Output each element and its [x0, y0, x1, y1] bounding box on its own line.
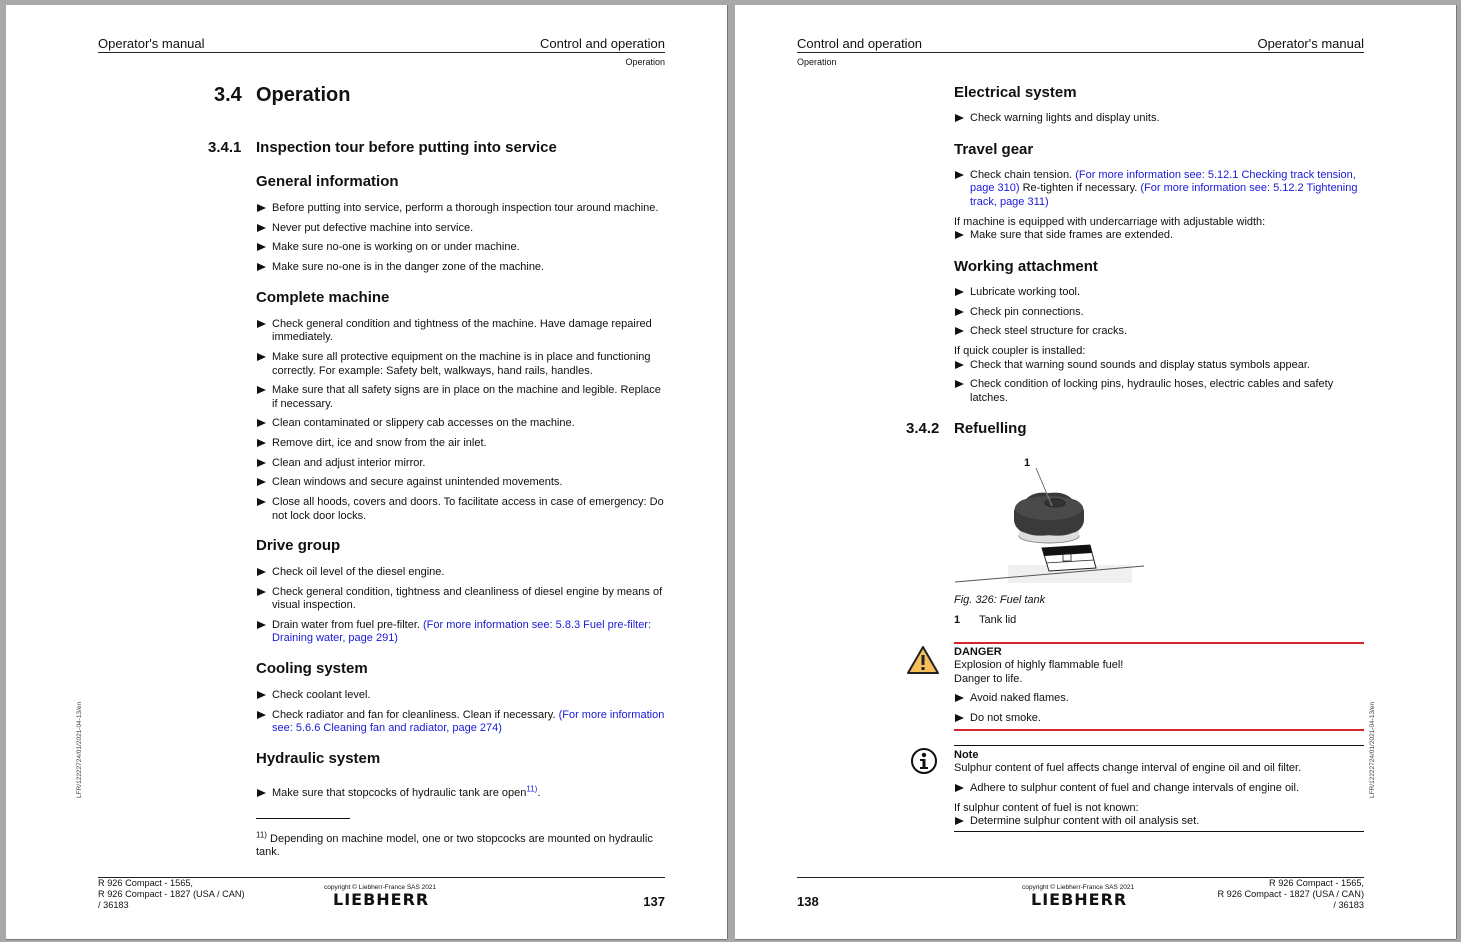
running-header-right: Operator's manual: [1257, 36, 1364, 51]
list-item: Never put defective machine into service.: [256, 222, 676, 235]
list-item: Make sure all protective equipment on the machine is in place and functioning correctly. For example: Safety belt, walkways, hand rails, handles.: [256, 351, 666, 378]
list-item: Make sure that all safety signs are in place on the machine and legible. Replace if necessary.: [256, 384, 666, 411]
heading-working-attachment: Working attachment: [954, 258, 1098, 275]
legend-number: 1: [954, 614, 961, 626]
list-item: Adhere to sulphur content of fuel and change intervals of engine oil.: [954, 782, 1366, 795]
heading-complete-machine: Complete machine: [256, 289, 390, 306]
copyright: copyright © Liebherr-France SAS 2021: [1022, 884, 1135, 891]
section-title: Operation: [256, 84, 351, 106]
list-item: Check oil level of the diesel engine.: [256, 566, 666, 579]
list-item: Check pin connections.: [954, 306, 1364, 319]
section-number: 3.4: [214, 84, 242, 106]
note-notice: Note Sulphur content of fuel affects change interval of engine oil and oil filter. Adhere to sulphur content of fuel and change intervals of engine oil. If sulphur content of fuel is not known: Determine sulphur content with oil analysis set.: [954, 749, 1366, 835]
list-item: Make sure no-one is working on or under machine.: [256, 241, 676, 254]
list-item: Avoid naked flames.: [954, 692, 1364, 705]
copyright: copyright © Liebherr-France SAS 2021: [324, 884, 437, 891]
list-cooling-system: [256, 689, 666, 742]
heading-electrical-system: Electrical system: [954, 84, 1077, 101]
item-text: Check radiator and fan for cleanliness. Clean if necessary.: [272, 708, 556, 721]
running-header-left: Operator's manual: [98, 36, 205, 51]
list-item: Check chain tension. (For more information see: 5.12.1 Checking track tension, page 310) Re-tighten if necessary. (For more information see: 5.12.2 Tightening track, page 311): [954, 169, 1366, 209]
danger-bottom-rule: [954, 729, 1364, 731]
list-item: Check condition of locking pins, hydraulic hoses, electric cables and safety latches.: [954, 378, 1364, 405]
item-text: Make sure that stopcocks of hydraulic tank are open: [272, 787, 527, 799]
list-item: Make sure that side frames are extended.: [954, 229, 1366, 242]
running-header-right: Control and operation: [539, 36, 665, 51]
warning-triangle-icon: [906, 645, 940, 680]
header-rule: [98, 52, 665, 53]
list-item: Make sure no-one is in the danger zone of the machine.: [256, 261, 676, 274]
list-item: Check general condition and tightness of the machine. Have damage repaired immediately.: [256, 318, 666, 345]
figure-caption: Fig. 326: Fuel tank: [954, 594, 1046, 606]
left-page: [6, 5, 727, 939]
running-subheader: Operation: [625, 57, 665, 67]
footer-model-info: R 926 Compact - 1565, R 926 Compact - 1827 (USA / CAN) / 36183: [1217, 878, 1364, 910]
running-header-left: Control and operation: [797, 36, 923, 51]
footnote-ref[interactable]: 11): [526, 784, 538, 794]
page-number: 138: [797, 894, 819, 909]
list-item: Check warning lights and display units.: [954, 112, 1364, 125]
list-item: Lubricate working tool.: [954, 286, 1364, 299]
item-text: Drain water from fuel pre-filter.: [272, 618, 420, 631]
list-item: Make sure that stopcocks of hydraulic tank are open$^{11)}$.: [256, 787, 666, 800]
cross-reference-link[interactable]: (For more information see: 5.8.3 Fuel pre-filter: Draining water, page 291): [272, 618, 652, 645]
list-item: Check steel structure for cracks.: [954, 325, 1364, 338]
list-item: Check that warning sound sounds and display status symbols appear.: [954, 359, 1364, 372]
footnote-mark: 11): [256, 830, 267, 840]
list-item: Remove dirt, ice and snow from the air inlet.: [256, 437, 666, 450]
list-complete-machine: [256, 318, 666, 529]
footer-model-info: R 926 Compact - 1565, R 926 Compact - 1827 (USA / CAN) / 36183: [98, 878, 245, 910]
subsection-title: Refuelling: [954, 420, 1027, 437]
condition-text: If quick coupler is installed:: [954, 345, 1086, 358]
running-subheader: Operation: [797, 57, 837, 67]
subsection-number: 3.4.2: [906, 420, 940, 437]
list-travel-gear: [954, 169, 1366, 249]
subsection-title: Inspection tour before putting into service: [256, 139, 557, 156]
list-item: Check coolant level.: [256, 689, 666, 702]
fuel-tank-figure: [954, 453, 1149, 588]
note-top-rule: [954, 745, 1364, 746]
subsection-number: 3.4.1: [208, 139, 242, 156]
list-item: Close all hoods, covers and doors. To facilitate access in case of emergency: Do not lock door locks.: [256, 496, 666, 523]
danger-top-rule: [954, 642, 1364, 644]
note-label: Note: [954, 749, 979, 761]
list-working-attachment: [954, 286, 1364, 411]
footnote-text: Depending on machine model, one or two stopcocks are mounted on hydraulic tank.: [256, 833, 653, 859]
list-item: Determine sulphur content with oil analysis set.: [954, 815, 1366, 828]
heading-travel-gear: Travel gear: [954, 141, 1034, 158]
heading-hydraulic-system: Hydraulic system: [256, 750, 381, 767]
footnote-separator: [256, 818, 350, 819]
condition-text: If machine is equipped with undercarriage with adjustable width:: [954, 215, 1266, 228]
condition-text: If sulphur content of fuel is not known:: [954, 801, 1139, 814]
list-item: Clean windows and secure against unintended movements.: [256, 476, 666, 489]
list-item: Do not smoke.: [954, 712, 1364, 725]
legend-label: Tank lid: [979, 614, 1017, 626]
page-number: 137: [643, 894, 665, 909]
cross-reference-link[interactable]: (For more information see: 5.6.6 Cleaning fan and radiator, page 274): [272, 708, 665, 735]
cross-reference-link[interactable]: (For more information see: 5.12.2 Tightening track, page 311): [970, 182, 1358, 208]
liebherr-logo: LIEBHERR: [333, 890, 430, 909]
fuel-tank-lid-illustration: [954, 453, 1149, 588]
header-rule: [797, 52, 1364, 53]
note-bottom-rule: [954, 831, 1364, 832]
heading-general-information: General information: [256, 173, 399, 190]
liebherr-logo: LIEBHERR: [1031, 890, 1128, 909]
footnote: [256, 830, 666, 860]
list-item: Check general condition, tightness and cleanliness of diesel engine by means of visual inspection.: [256, 586, 666, 613]
info-icon: [910, 747, 938, 780]
figure-callout: 1: [1024, 457, 1031, 469]
list-electrical-system: [954, 112, 1364, 132]
heading-drive-group: Drive group: [256, 537, 341, 554]
danger-label: DANGER: [954, 646, 1002, 658]
list-item: Clean and adjust interior mirror.: [256, 457, 666, 470]
list-item: Before putting into service, perform a thorough inspection tour around machine.: [256, 202, 676, 215]
list-item: Clean contaminated or slippery cab accesses on the machine.: [256, 417, 666, 430]
document-code: LFR/12222724/01/2021-04-13/en: [1369, 701, 1376, 798]
list-drive-group: [256, 566, 666, 652]
right-page: [735, 5, 1456, 939]
list-item: [256, 709, 666, 736]
list-general-information: [256, 202, 676, 281]
heading-cooling-system: Cooling system: [256, 660, 368, 677]
cross-reference-link[interactable]: (For more information see: 5.12.1 Checking track tension, page 310): [970, 169, 1356, 195]
list-hydraulic-system: [256, 784, 666, 807]
list-item: [256, 619, 666, 646]
danger-notice: DANGER Explosion of highly flammable fuel! Danger to life. Avoid naked flames. Do not smoke.: [954, 646, 1364, 732]
document-code: LFR/12222724/01/2021-04-13/en: [76, 701, 83, 798]
